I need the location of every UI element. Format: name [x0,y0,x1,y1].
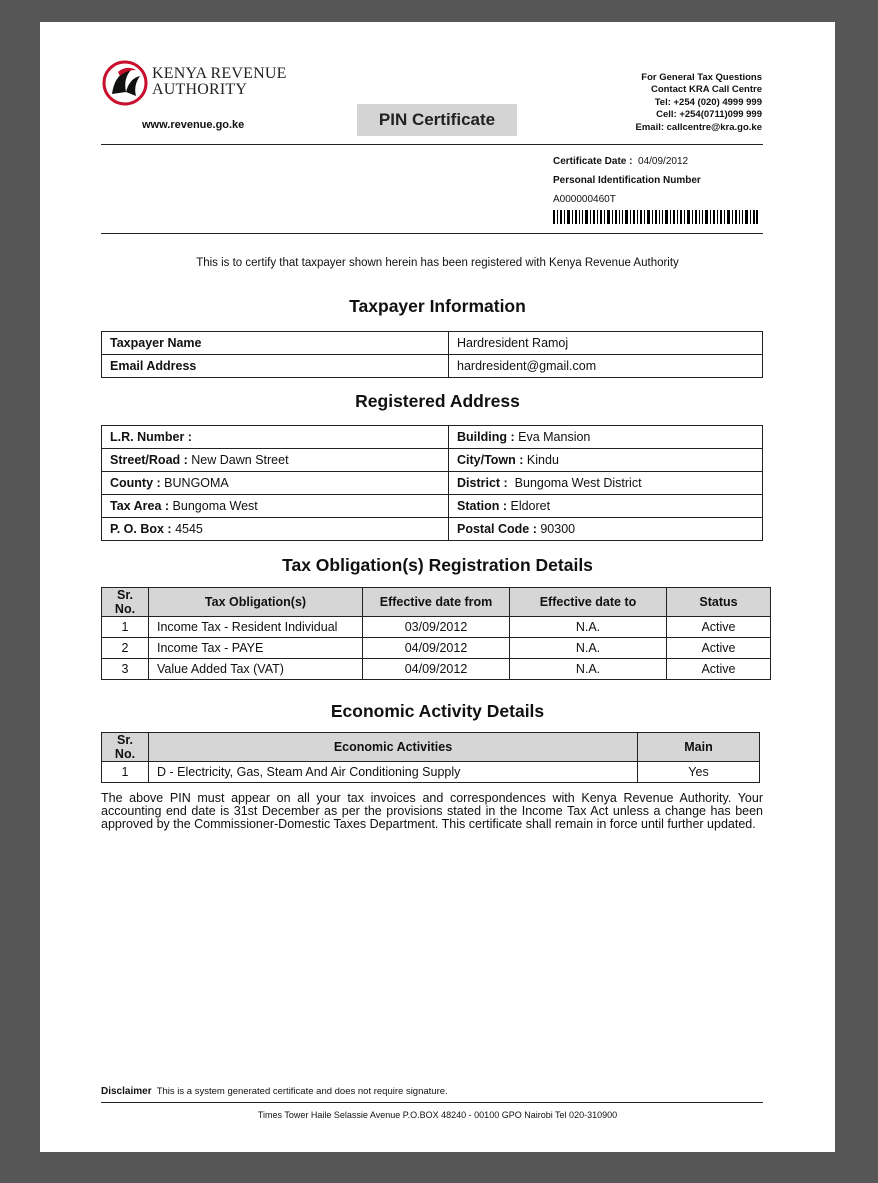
lr-number-cell [102,426,449,449]
table-cell: Income Tax - Resident Individual [149,617,363,638]
page-title: PIN Certificate [357,104,517,136]
economic-activity-title: Economic Activity Details [330,701,545,721]
table-row [102,638,771,659]
city-label: City/Town : [457,453,524,467]
column-header: Economic Activities [149,733,638,762]
building-value: Eva Mansion [518,430,591,444]
street-label: Street/Road : [110,453,188,467]
street-value: New Dawn Street [191,453,289,467]
divider [101,1102,763,1103]
table-cell: D - Electricity, Gas, Steam And Air Conditioning Supply [149,762,638,783]
column-header: Tax Obligation(s) [149,588,363,617]
tax-area-value: Bungoma West [172,499,258,513]
logo-line-2: AUTHORITY [152,81,248,98]
building-cell [449,426,763,449]
po-box-cell [102,518,449,541]
table-cell: 1 [102,762,149,783]
district-cell [449,472,763,495]
po-box-value: 4545 [175,522,203,536]
county-label: County : [110,476,161,490]
tax-obligations-table [101,587,771,680]
certify-statement: This is to certify that taxpayer shown herein has been registered with Kenya Revenue Authority [196,257,679,269]
table-cell: 2 [102,638,149,659]
certificate-page [40,22,835,1152]
table-row [102,762,760,783]
table-cell: Active [667,659,771,680]
logo-line-1: KENYA REVENUE [152,65,287,82]
taxpayer-info-table [101,331,763,378]
po-box-label: P. O. Box : [110,522,172,536]
column-header: Sr. No. [102,588,149,617]
table-cell: 1 [102,617,149,638]
kra-logo [102,58,302,108]
disclaimer-text: This is a system generated certificate and does not require signature. [156,1086,448,1097]
email-label: Email Address [102,355,449,378]
table-row [102,355,763,378]
registered-address-title: Registered Address [355,391,520,411]
disclaimer-label: Disclaimer [101,1086,152,1097]
barcode [553,210,758,224]
table-row [102,472,763,495]
postal-code-value: 90300 [540,522,576,536]
table-cell: Income Tax - PAYE [149,638,363,659]
column-header: Status [667,588,771,617]
contact-line: Cell: +254(0711)099 999 [656,109,762,121]
tax-obligations-title: Tax Obligation(s) Registration Details [282,555,593,575]
table-cell: N.A. [510,638,667,659]
table-cell: N.A. [510,659,667,680]
table-cell: Value Added Tax (VAT) [149,659,363,680]
column-header: Main [638,733,760,762]
taxpayer-info-title: Taxpayer Information [349,296,526,316]
kra-lion-icon [102,60,148,106]
table-cell: Yes [638,762,760,783]
taxpayer-name-label: Taxpayer Name [102,332,449,355]
station-cell [449,495,763,518]
table-row [102,495,763,518]
building-label: Building : [457,430,515,444]
street-cell [102,449,449,472]
contact-line: For General Tax Questions [641,72,762,83]
city-cell [449,449,763,472]
station-value: Eldoret [510,499,551,513]
table-cell: 03/09/2012 [363,617,510,638]
economic-activity-table [101,732,760,783]
table-row [102,332,763,355]
certificate-date-value: 04/09/2012 [638,156,689,167]
contact-line: Email: callcentre@kra.go.ke [635,121,762,133]
certificate-notice: The above PIN must appear on all your tax invoices and correspondences with Kenya Revenue Authority. Your accounting end date is 31st December as per the provisions stated in the Income Tax Act unless a change has been approved by the Commissioner-Domestic Taxes Department. This certificate shall remain in force until further updated. [101,791,763,831]
district-label: District : [457,476,508,490]
table-cell: 04/09/2012 [363,659,510,680]
contact-line: Tel: +254 (020) 4999 999 [654,96,762,108]
registered-address-table [101,425,763,541]
county-cell [102,472,449,495]
pin-label: Personal Identification Number [553,175,701,186]
pin-value: A000000460T [553,194,616,205]
divider [101,144,763,145]
city-value: Kindu [526,453,559,467]
column-header: Effective date to [510,588,667,617]
disclaimer [101,1086,448,1097]
contact-line: Contact KRA Call Centre [650,84,762,96]
table-row [102,659,771,680]
taxpayer-name-value: Hardresident Ramoj [449,332,763,355]
postal-code-cell [449,518,763,541]
district-value: Bungoma West District [514,476,642,490]
footer-address: Times Tower Haile Selassie Avenue P.O.BOX 48240 - 00100 GPO Nairobi Tel 020-310900 [257,1110,618,1120]
table-header-row [102,588,771,617]
table-cell: 04/09/2012 [363,638,510,659]
postal-code-label: Postal Code : [457,522,537,536]
table-cell: Active [667,638,771,659]
table-header-row [102,733,760,762]
email-value: hardresident@gmail.com [449,355,763,378]
table-row [102,518,763,541]
lr-number-label: L.R. Number : [110,430,192,444]
logo-text [152,66,287,98]
certificate-date-label: Certificate Date : [553,156,633,167]
table-row [102,426,763,449]
table-cell: 3 [102,659,149,680]
station-label: Station : [457,499,507,513]
column-header: Effective date from [363,588,510,617]
tax-area-cell [102,495,449,518]
certificate-meta [553,152,701,209]
table-cell: N.A. [510,617,667,638]
tax-area-label: Tax Area : [110,499,170,513]
contact-info [636,72,763,134]
table-row [102,449,763,472]
website-link[interactable]: www.revenue.go.ke [142,119,245,131]
county-value: BUNGOMA [164,476,229,490]
table-row [102,617,771,638]
column-header: Sr. No. [102,733,149,762]
table-cell: Active [667,617,771,638]
divider [101,233,763,234]
